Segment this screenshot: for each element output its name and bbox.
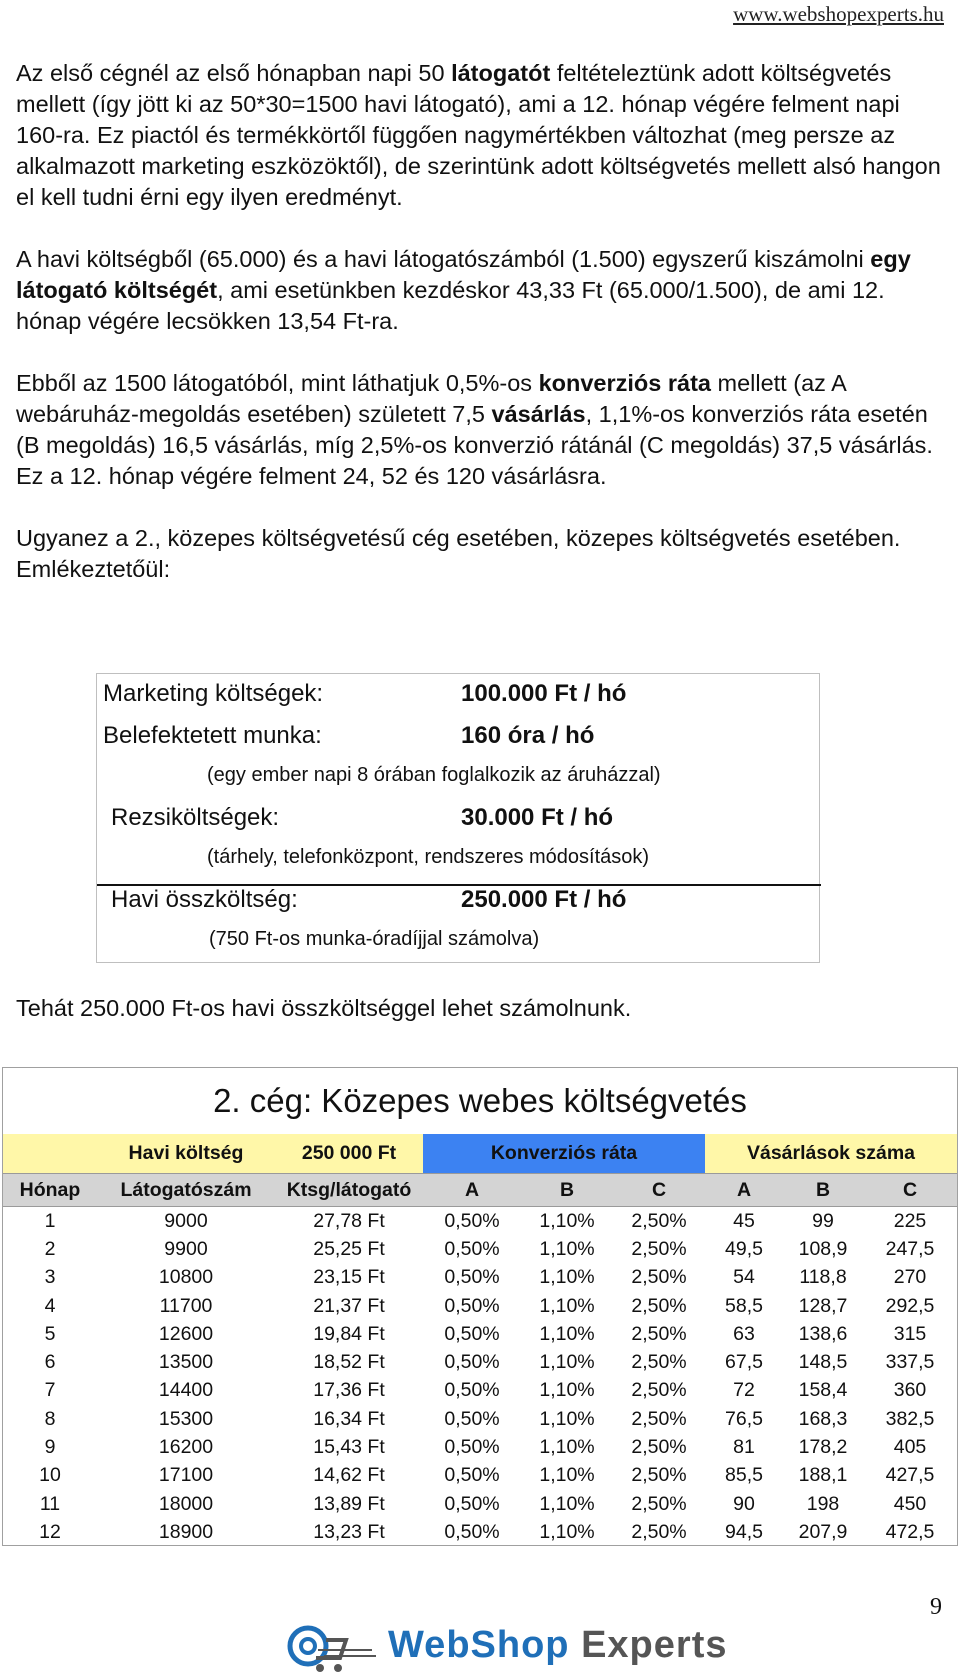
table-cell: 2,50%	[631, 1379, 687, 1402]
table-cell: 292,5	[885, 1294, 935, 1317]
table-cell: 67,5	[725, 1351, 763, 1374]
monthly-cost-label: Havi költség	[97, 1134, 275, 1174]
table-cell: 0,50%	[444, 1294, 500, 1317]
column-header: C	[863, 1174, 957, 1207]
table-cell: 0,50%	[444, 1209, 500, 1232]
table-row	[3, 1518, 957, 1546]
table-cell: 3	[44, 1266, 56, 1289]
table-cell: 90	[733, 1492, 755, 1515]
table-cell: 0,50%	[444, 1351, 500, 1374]
table-cell: 0,50%	[444, 1436, 500, 1459]
table-cell: 13,23 Ft	[313, 1520, 385, 1543]
table-cell: 12600	[158, 1322, 214, 1345]
header-url[interactable]: www.webshopexperts.hu	[733, 2, 944, 26]
column-header: Ktsg/látogató	[275, 1174, 423, 1207]
column-header: A	[705, 1174, 783, 1207]
table-cell: 94,5	[725, 1520, 763, 1543]
body-text	[16, 58, 951, 616]
table-cell: 2,50%	[631, 1237, 687, 1260]
table-cell: 178,2	[798, 1436, 848, 1459]
webshop-experts-logo	[268, 1620, 728, 1676]
paragraph-4: Ugyanez a 2., közepes költségvetésű cég esetében, közepes költségvetés esetében. Emlékeztetőül:	[16, 525, 901, 582]
table-cell: 198	[806, 1492, 840, 1515]
conversion-rate-header: Konverziós ráta	[423, 1134, 705, 1174]
table-cell: 11	[39, 1492, 61, 1515]
table-cell: 17,36 Ft	[313, 1379, 385, 1402]
column-header: B	[783, 1174, 863, 1207]
paragraph-1: Az első cégnél az első hónapban napi 50 látogatót feltételeztünk adott költségvetés mellett (így jött ki az 50*30=1500 havi látogató), ami a 12. hónap végére felment napi 160-ra. Ez piactól és termékkörtől függően nagymértékben változhat (meg persze az alkalmazott marketing eszközöktől), de szerintünk adott költségvetés mellett alsó hangon el kell tudni érni egy ilyen eredményt.	[16, 60, 941, 210]
table-cell: 148,5	[798, 1351, 848, 1374]
marketing-cost-label: Marketing költségek:	[103, 680, 324, 707]
purchases-header: Vásárlások száma	[705, 1134, 957, 1174]
table-cell: 25,25 Ft	[313, 1237, 385, 1260]
summary-row	[3, 1134, 957, 1174]
table-cell: 81	[733, 1436, 755, 1459]
table-cell: 315	[893, 1322, 927, 1345]
table-row	[3, 1405, 957, 1433]
closing-sentence: Tehát 250.000 Ft-os havi összköltséggel lehet számolnunk.	[16, 995, 632, 1021]
table-cell: 138,6	[798, 1322, 848, 1345]
monthly-cost-value: 250 000 Ft	[275, 1134, 423, 1174]
paragraph-3: Ebből az 1500 látogatóból, mint láthatjuk 0,5%-os konverziós ráta mellett (az A webáruház-megoldás esetében) született 7,5 vásárlás, 1,1%-os konverziós ráta esetén (B megoldás) 16,5 vásárlás, míg 2,5%-os konverzió rátánál (C megoldás) 37,5 vásárlás. Ez a 12. hónap végére felment 24, 52 és 120 vásárlásra.	[16, 370, 933, 489]
table-cell: 360	[893, 1379, 927, 1402]
table-cell: 1,10%	[539, 1436, 595, 1459]
table-cell: 1,10%	[539, 1464, 595, 1487]
table-cell: 0,50%	[444, 1407, 500, 1430]
table-cell: 9000	[164, 1209, 208, 1232]
table-cell: 14400	[158, 1379, 214, 1402]
table-row	[3, 1490, 957, 1518]
table-row	[3, 1264, 957, 1292]
table-cell: 45	[733, 1209, 755, 1232]
table-cell: 10	[39, 1464, 61, 1487]
table-cell: 0,50%	[444, 1237, 500, 1260]
table-cell: 382,5	[885, 1407, 935, 1430]
table-cell: 16200	[158, 1436, 214, 1459]
table-cell: 7	[44, 1379, 56, 1402]
column-header: Látogatószám	[97, 1174, 275, 1207]
column-header: B	[521, 1174, 613, 1207]
table-row	[3, 1207, 957, 1236]
table-cell: 11700	[159, 1294, 213, 1317]
table-cell: 9900	[164, 1237, 208, 1260]
table-cell: 21,37 Ft	[313, 1294, 385, 1317]
table-cell: 1,10%	[539, 1520, 595, 1543]
table-cell: 27,78 Ft	[313, 1209, 385, 1232]
table-cell: 54	[733, 1266, 755, 1289]
table-cell: 49,5	[725, 1237, 763, 1260]
table-cell: 15,43 Ft	[313, 1436, 385, 1459]
table-cell: 0,50%	[444, 1492, 500, 1515]
table-row	[3, 1462, 957, 1490]
overhead-value: 30.000 Ft / hó	[461, 804, 614, 831]
table-cell: 76,5	[725, 1407, 763, 1430]
table-cell: 2	[44, 1237, 56, 1260]
table-cell: 1,10%	[539, 1379, 595, 1402]
table-title: 2. cég: Közepes webes költségvetés	[213, 1082, 747, 1119]
table-cell: 18900	[158, 1520, 214, 1543]
table-cell: 1,10%	[539, 1266, 595, 1289]
total-note: (750 Ft-os munka-óradíjjal számolva)	[209, 928, 540, 950]
overhead-label: Rezsiköltségek:	[111, 804, 280, 831]
table-cell: 0,50%	[444, 1379, 500, 1402]
table-cell: 225	[893, 1209, 927, 1232]
overhead-note: (tárhely, telefonközpont, rendszeres módosítások)	[207, 846, 650, 868]
table-cell: 472,5	[885, 1520, 935, 1543]
budget-table	[3, 1134, 957, 1547]
table-cell: 8	[44, 1407, 56, 1430]
table-cell: 4	[44, 1294, 56, 1317]
table-cell: 15300	[158, 1407, 214, 1430]
table-cell: 1,10%	[539, 1294, 595, 1317]
table-cell: 2,50%	[631, 1322, 687, 1345]
table-cell: 2,50%	[631, 1492, 687, 1515]
table-cell: 2,50%	[631, 1209, 687, 1232]
table-cell: 1,10%	[539, 1237, 595, 1260]
table-cell: 16,34 Ft	[313, 1407, 385, 1430]
paragraph-2: A havi költségből (65.000) és a havi látogatószámból (1.500) egyszerű kiszámolni egy látogató költségét, ami esetünkben kezdéskor 43,33 Ft (65.000/1.500), de ami 12. hónap végére lecsökken 13,54 Ft-ra.	[16, 246, 911, 334]
page-number: 9	[930, 1594, 942, 1620]
table-cell: 0,50%	[444, 1266, 500, 1289]
table-cell: 72	[733, 1379, 755, 1402]
column-header: A	[423, 1174, 521, 1207]
table-cell: 108,9	[798, 1237, 848, 1260]
work-label: Belefektetett munka:	[103, 722, 322, 749]
table-cell: 270	[893, 1266, 927, 1289]
table-cell: 1,10%	[539, 1407, 595, 1430]
table-cell: 85,5	[725, 1464, 763, 1487]
table-cell: 427,5	[885, 1464, 935, 1487]
table-cell: 450	[893, 1492, 927, 1515]
table-cell: 14,62 Ft	[313, 1464, 385, 1487]
table-cell: 10800	[158, 1266, 214, 1289]
table-cell: 168,3	[798, 1407, 848, 1430]
table-cell: 0,50%	[444, 1464, 500, 1487]
table-cell: 0,50%	[444, 1322, 500, 1345]
table-cell: 158,4	[798, 1379, 848, 1402]
table-cell: 1	[44, 1209, 56, 1232]
table-cell: 9	[44, 1436, 56, 1459]
table-cell: 17100	[158, 1464, 214, 1487]
table-cell: 23,15 Ft	[313, 1266, 385, 1289]
cost-summary-box	[96, 673, 820, 963]
work-note: (egy ember napi 8 órában foglalkozik az áruházzal)	[207, 764, 661, 786]
table-cell: 337,5	[885, 1351, 935, 1374]
table-cell: 247,5	[885, 1237, 935, 1260]
column-header: C	[613, 1174, 705, 1207]
table-row	[3, 1235, 957, 1263]
table-cell: 5	[44, 1322, 56, 1345]
table-row	[3, 1320, 957, 1348]
table-cell: 2,50%	[631, 1436, 687, 1459]
table-row	[3, 1377, 957, 1405]
column-header: Hónap	[3, 1174, 97, 1207]
table-row	[3, 1433, 957, 1461]
table-cell: 12	[39, 1520, 61, 1543]
table-row	[3, 1348, 957, 1376]
table-cell: 13,89 Ft	[313, 1492, 385, 1515]
table-cell: 13500	[158, 1351, 214, 1374]
table-cell: 207,9	[798, 1520, 848, 1543]
table-row	[3, 1292, 957, 1320]
table-cell: 2,50%	[631, 1407, 687, 1430]
table-cell: 1,10%	[539, 1492, 595, 1515]
table-cell: 1,10%	[539, 1351, 595, 1374]
shopping-cart-icon	[268, 1620, 383, 1676]
table-cell: 118,8	[799, 1266, 847, 1289]
table-cell: 18000	[158, 1492, 214, 1515]
table-cell: 58,5	[725, 1294, 763, 1317]
table-cell: 99	[812, 1209, 834, 1232]
table-cell: 2,50%	[631, 1294, 687, 1317]
table-cell: 2,50%	[631, 1464, 687, 1487]
table-cell: 2,50%	[631, 1520, 687, 1543]
table-cell: 18,52 Ft	[313, 1351, 385, 1374]
table-cell: 1,10%	[539, 1322, 595, 1345]
column-header-row	[3, 1174, 957, 1207]
table-cell: 188,1	[798, 1464, 848, 1487]
table-cell: 1,10%	[539, 1209, 595, 1232]
budget-table-container	[2, 1067, 958, 1546]
table-cell: 128,7	[798, 1294, 848, 1317]
table-cell: 63	[733, 1322, 755, 1345]
table-cell: 2,50%	[631, 1266, 687, 1289]
table-cell: 0,50%	[444, 1520, 500, 1543]
work-value: 160 óra / hó	[461, 722, 595, 749]
table-cell: 6	[44, 1351, 56, 1374]
total-label: Havi összköltség:	[111, 886, 298, 913]
marketing-cost-value: 100.000 Ft / hó	[461, 680, 627, 707]
table-cell: 19,84 Ft	[313, 1322, 385, 1345]
logo-wordmark: WebShop Experts	[388, 1624, 728, 1666]
table-cell: 2,50%	[631, 1351, 687, 1374]
table-cell: 405	[893, 1436, 927, 1459]
total-value: 250.000 Ft / hó	[461, 886, 627, 913]
